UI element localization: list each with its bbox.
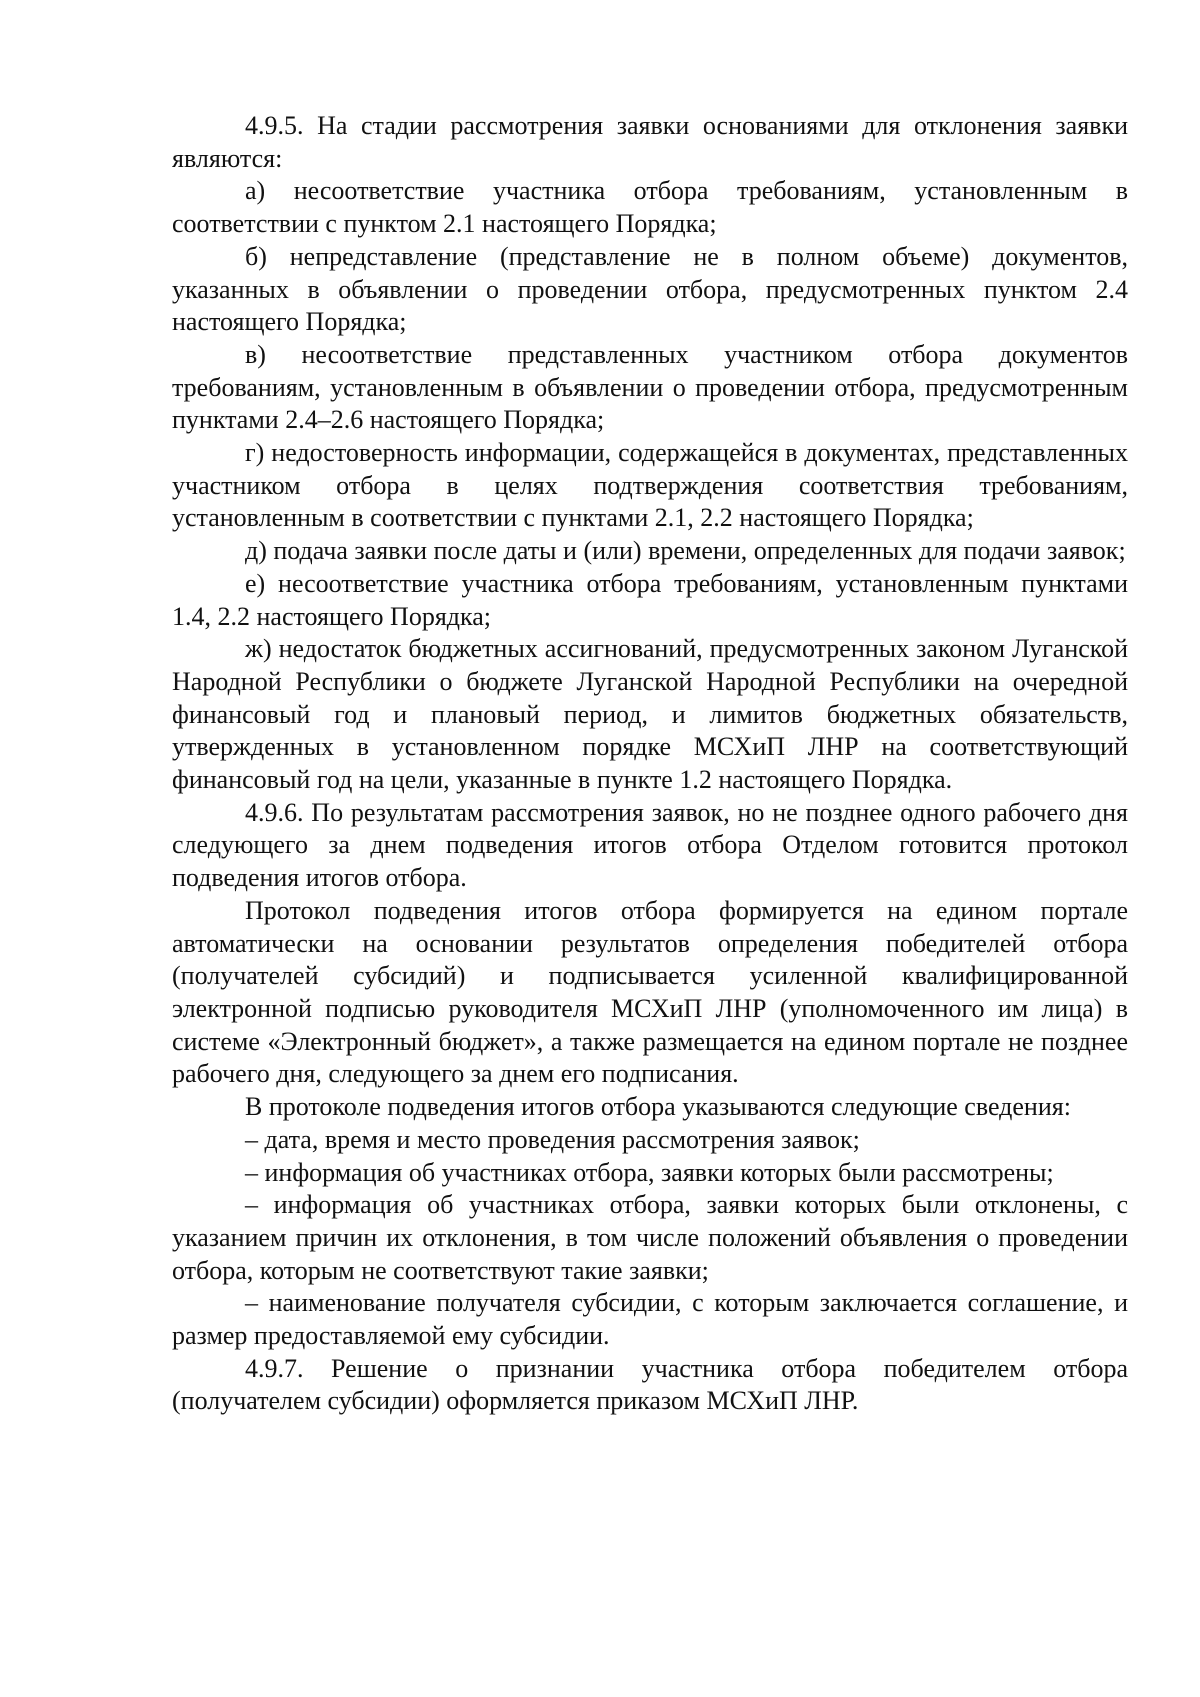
list-item-b: б) непредставление (представление не в полном объеме) документов, указанных в объявлении о проведении отбора, предусмотренных пунктом 2.4 настоящего Порядка;	[172, 241, 1128, 337]
list-item-e: е) несоответствие участника отбора требованиям, установленным пунктами 1.4, 2.2 настоящего Порядка;	[172, 568, 1128, 631]
dash-item-recipient: – наименование получателя субсидии, с которым заключается соглашение, и размер предоставляемой ему субсидии.	[172, 1288, 1128, 1351]
dash-item-date: – дата, время и место проведения рассмотрения заявок;	[245, 1124, 860, 1154]
dash-item-reviewed: – информация об участниках отбора, заявки которых были рассмотрены;	[245, 1157, 1054, 1187]
list-item-a: а) несоответствие участника отбора требованиям, установленным в соответствии с пунктом 2.1 настоящего Порядка;	[172, 176, 1128, 239]
paragraph-protocol: Протокол подведения итогов отбора формируется на едином портале автоматически на основании результатов определения победителей отбора (получателей субсидий) и подписывается усиленной квалифицированной электронной подписью руководителя МСХиП ЛНР (уполномоченного им лица) в системе «Электронный бюджет», а также размещается на едином портале не позднее рабочего дня, следующего за днем его подписания.	[172, 895, 1128, 1089]
list-item-v: в) несоответствие представленных участником отбора документов требованиям, установленным в объявлении о проведении отбора, предусмотренным пунктами 2.4–2.6 настоящего Порядка;	[172, 339, 1128, 435]
dash-item-rejected: – информация об участниках отбора, заявки которых были отклонены, с указанием причин их отклонения, в том числе положений объявления о проведении отбора, которым не соответствуют такие заявки;	[172, 1190, 1128, 1285]
paragraph-4-9-5: 4.9.5. На стадии рассмотрения заявки основаниями для отклонения заявки являются:	[172, 111, 1128, 173]
paragraph-protocol-contents: В протоколе подведения итогов отбора указываются следующие сведения:	[245, 1092, 1071, 1122]
document-page	[172, 110, 1128, 1418]
paragraph-4-9-6: 4.9.6. По результатам рассмотрения заявок, но не позднее одного рабочего дня следующего за днем подведения итогов отбора Отделом готовится протокол подведения итогов отбора.	[172, 797, 1128, 893]
paragraph-4-9-7: 4.9.7. Решение о признании участника отбора победителем отбора (получателем субсидии) оформляется приказом МСХиП ЛНР.	[172, 1353, 1128, 1416]
list-item-g: г) недостоверность информации, содержащейся в документах, представленных участником отбора в целях подтверждения соответствия требованиям, установленным в соответствии с пунктами 2.1, 2.2 настоящего Порядка;	[172, 438, 1128, 533]
list-item-zh: ж) недостаток бюджетных ассигнований, предусмотренных законом Луганской Народной Республики о бюджете Луганской Народной Республики на очередной финансовый год и плановый период, и лимитов бюджетных обязательств, утвержденных в установленном порядке МСХиП ЛНР на соответствующий финансовый год на цели, указанные в пункте 1.2 настоящего Порядка.	[172, 634, 1128, 795]
list-item-d: д) подача заявки после даты и (или) времени, определенных для подачи заявок;	[245, 536, 1126, 566]
